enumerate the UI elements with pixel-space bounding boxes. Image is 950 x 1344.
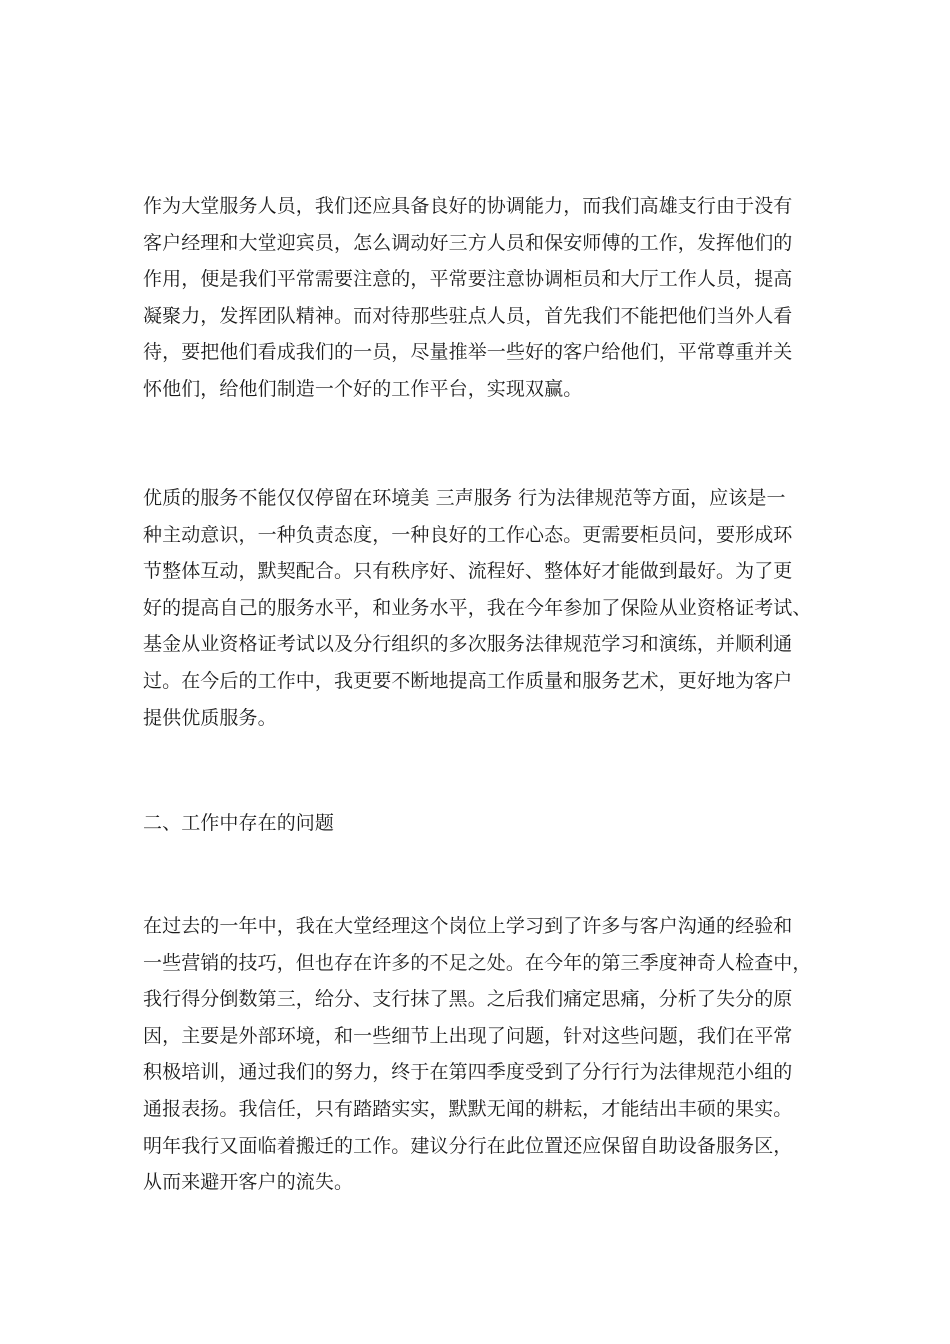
text-line: 作用，便是我们平常需要注意的，平常要注意协调柜员和大厅工作人员，提高 [143,268,793,291]
text-line: 提供优质服务。 [143,706,277,729]
paragraph-problems-detail [143,908,812,1201]
text-line: 我行得分倒数第三，给分、支行抹了黑。之后我们痛定思痛，分析了失分的原 [143,988,793,1011]
text-line: 客户经理和大堂迎宾员，怎么调动好三方人员和保安师傅的工作，发挥他们的 [143,231,793,254]
text-line: 一些营销的技巧，但也存在许多的不足之处。在今年的第三季度神奇人检查中， [143,951,812,974]
paragraph-lobby-coordination [143,188,809,408]
text-line: 优质的服务不能仅仅停留在环境美 三声服务 行为法律规范等方面，应该是一 [143,487,786,509]
text-line: 在过去的一年中，我在大堂经理这个岗位上学习到了许多与客户沟通的经验和 [143,915,793,937]
text-line: 从而来避开客户的流失。 [143,1171,354,1194]
text-line: 怀他们，给他们制造一个好的工作平台，实现双赢。 [143,377,583,400]
text-line: 积极培训，通过我们的努力，终于在第四季度受到了分行行为法律规范小组的 [143,1061,793,1084]
text-line: 作为大堂服务人员，我们还应具备良好的协调能力，而我们高雄支行由于没有 [143,195,793,217]
paragraph-quality-service [143,480,812,736]
text-line: 基金从业资格证考试以及分行组织的多次服务法律规范学习和演练，并顺利通 [143,633,793,656]
section-heading-problems [143,805,809,842]
text-line: 凝聚力，发挥团队精神。而对待那些驻点人员，首先我们不能把他们当外人看 [143,304,793,327]
text-line: 明年我行又面临着搬迁的工作。建议分行在此位置还应保留自助设备服务区， [143,1134,793,1157]
text-line: 种主动意识，一种负责态度，一种良好的工作心态。更需要柜员问，要形成环 [143,523,793,546]
text-line: 因，主要是外部环境，和一些细节上出现了问题，针对这些问题，我们在平常 [143,1024,793,1047]
text-line: 好的提高自己的服务水平，和业务水平，我在今年参加了保险从业资格证考试、 [143,596,812,619]
text-line: 通报表扬。我信任，只有踏踏实实，默默无闻的耕耘，才能结出丰硕的果实。 [143,1097,793,1120]
text-line: 过。在今后的工作中，我更要不断地提高工作质量和服务艺术，更好地为客户 [143,669,793,692]
heading-line: 二、工作中存在的问题 [143,812,335,834]
text-line: 待，要把他们看成我们的一员，尽量推举一些好的客户给他们，平常尊重并关 [143,341,793,364]
text-line: 节整体互动，默契配合。只有秩序好、流程好、整体好才能做到最好。为了更 [143,560,793,583]
